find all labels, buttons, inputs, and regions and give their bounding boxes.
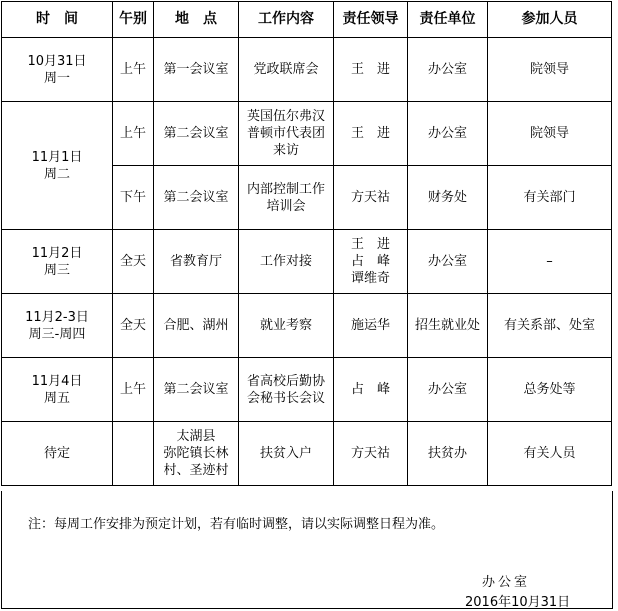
unit-cell: 办公室 (408, 358, 488, 422)
time-cell: 11月2日 周三 (2, 230, 113, 294)
unit-cell: 办公室 (408, 102, 488, 166)
period-cell (113, 422, 154, 486)
header-unit: 责任单位 (408, 2, 488, 38)
header-leader: 责任领导 (334, 2, 408, 38)
unit-cell: 财务处 (408, 166, 488, 230)
period-cell: 上午 (113, 102, 154, 166)
period-cell: 全天 (113, 230, 154, 294)
header-row (2, 2, 612, 38)
place-cell: 省教育厅 (154, 230, 239, 294)
issue-date: 2016年10月31日 (465, 595, 571, 610)
content-cell: 省高校后勤协 会秘书长会议 (239, 358, 334, 422)
table-row (2, 358, 612, 422)
table-row (2, 102, 612, 166)
table-row (2, 38, 612, 102)
unit-cell: 扶贫办 (408, 422, 488, 486)
period-cell: 下午 (113, 166, 154, 230)
place-cell: 第二会议室 (154, 102, 239, 166)
header-content: 工作内容 (239, 2, 334, 38)
place-cell: 第二会议室 (154, 358, 239, 422)
unit-cell: 办公室 (408, 38, 488, 102)
content-cell: 党政联席会 (239, 38, 334, 102)
place-cell: 合肥、湖州 (154, 294, 239, 358)
period-cell: 上午 (113, 38, 154, 102)
content-cell: 就业考察 (239, 294, 334, 358)
content-cell: 工作对接 (239, 230, 334, 294)
leader-cell: 占 峰 (334, 358, 408, 422)
leader-cell: 施运华 (334, 294, 408, 358)
attendees-cell: 总务处等 (488, 358, 612, 422)
leader-cell: 王 进 (334, 102, 408, 166)
header-attendees: 参加人员 (488, 2, 612, 38)
header-place: 地 点 (154, 2, 239, 38)
time-cell: 10月31日 周一 (2, 38, 113, 102)
table-row (2, 230, 612, 294)
unit-cell: 办公室 (408, 230, 488, 294)
attendees-cell: 院领导 (488, 38, 612, 102)
header-time: 时 间 (2, 2, 113, 38)
attendees-cell: 院领导 (488, 102, 612, 166)
attendees-cell: 有关人员 (488, 422, 612, 486)
signature: 办公室 (482, 575, 531, 590)
attendees-cell: 有关系部、处室 (488, 294, 612, 358)
place-cell: 第一会议室 (154, 38, 239, 102)
place-cell: 太湖县 弥陀镇长林 村、圣迹村 (154, 422, 239, 486)
period-cell: 全天 (113, 294, 154, 358)
content-cell: 扶贫入户 (239, 422, 334, 486)
table-row (2, 422, 612, 486)
unit-cell: 招生就业处 (408, 294, 488, 358)
leader-cell: 王 进 占 峰 谭维奇 (334, 230, 408, 294)
leader-cell: 王 进 (334, 38, 408, 102)
note-text: 注：每周工作安排为预定计划，若有临时调整，请以实际调整日程为准。 (28, 517, 445, 532)
leader-cell: 方天祜 (334, 422, 408, 486)
time-cell: 待定 (2, 422, 113, 486)
time-cell: 11月4日 周五 (2, 358, 113, 422)
schedule-table (1, 1, 612, 486)
time-cell: 11月2-3日 周三-周四 (2, 294, 113, 358)
table-row (2, 294, 612, 358)
content-cell: 英国伍尔弗汉 普顿市代表团 来访 (239, 102, 334, 166)
content-cell: 内部控制工作 培训会 (239, 166, 334, 230)
footer-box (1, 491, 613, 609)
attendees-cell: – (488, 230, 612, 294)
leader-cell: 方天祜 (334, 166, 408, 230)
time-cell: 11月1日 周二 (2, 102, 113, 230)
place-cell: 第二会议室 (154, 166, 239, 230)
header-period: 午别 (113, 2, 154, 38)
period-cell: 上午 (113, 358, 154, 422)
attendees-cell: 有关部门 (488, 166, 612, 230)
